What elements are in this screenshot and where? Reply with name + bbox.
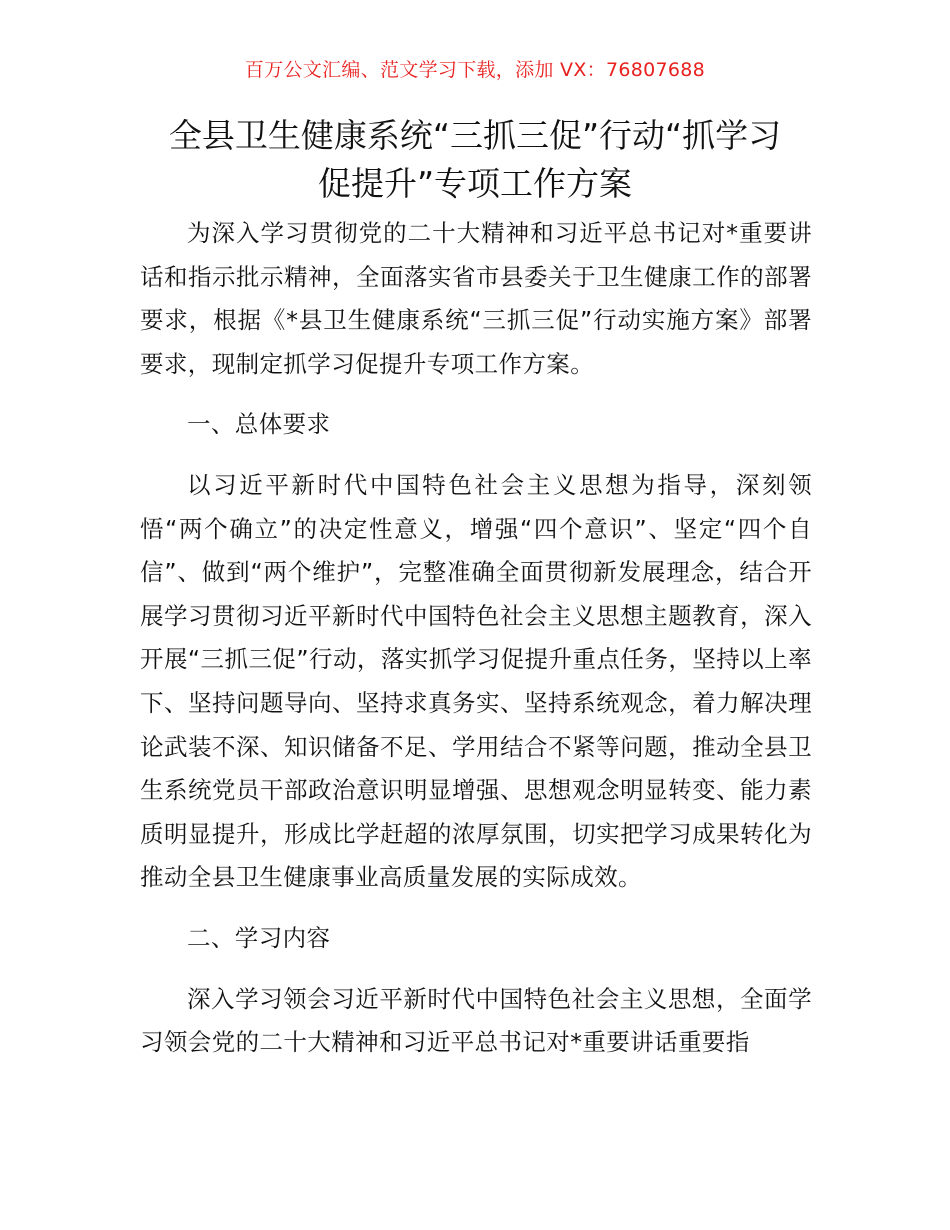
study-content-paragraph: 深入学习领会习近平新时代中国特色社会主义思想，全面学习领会党的二十大精神和习近平总书记对*重要讲话重要指 xyxy=(140,984,812,1057)
section-heading-study-content: 二、学习内容 xyxy=(187,923,331,952)
general-requirements-paragraph: 以习近平新时代中国特色社会主义思想为指导，深刻领悟“两个确立”的决定性意义，增强“四个意识”、坚定“四个自信”、做到“两个维护”，完整准确全面贯彻新发展理念，结合开展学习贯彻习近平新时代中国特色社会主义思想主题教育，深入开展“三抓三促”行动，落实抓学习促提升重点任务，坚持以上率下、坚持问题导向、坚持求真务实、坚持系统观念，着力解决理论武装不深、知识储备不足、学用结合不紧等问题，推动全县卫生系统党员干部政治意识明显增强、思想观念明显转变、能力素质明显提升，形成比学赶超的浓厚氛围，切实把学习成果转化为推动全县卫生健康事业高质量发展的实际成效。 xyxy=(140,470,812,892)
intro-paragraph: 为深入学习贯彻党的二十大精神和习近平总书记对*重要讲话和指示批示精神，全面落实省市县委关于卫生健康工作的部署要求，根据《*县卫生健康系统“三抓三促”行动实施方案》部署要求，现制定抓学习促提升专项工作方案。 xyxy=(140,219,812,378)
title-line-2: 促提升”专项工作方案 xyxy=(317,164,633,203)
section-heading-general-requirements: 一、总体要求 xyxy=(187,410,331,439)
title-line-1: 全县卫生健康系统“三抓三促”行动“抓学习 xyxy=(168,116,782,155)
document-body xyxy=(140,212,812,1082)
header-watermark-note: 百万公文汇编、范文学习下载，添加 VX：76807688 xyxy=(244,59,706,81)
document-title xyxy=(80,112,870,208)
